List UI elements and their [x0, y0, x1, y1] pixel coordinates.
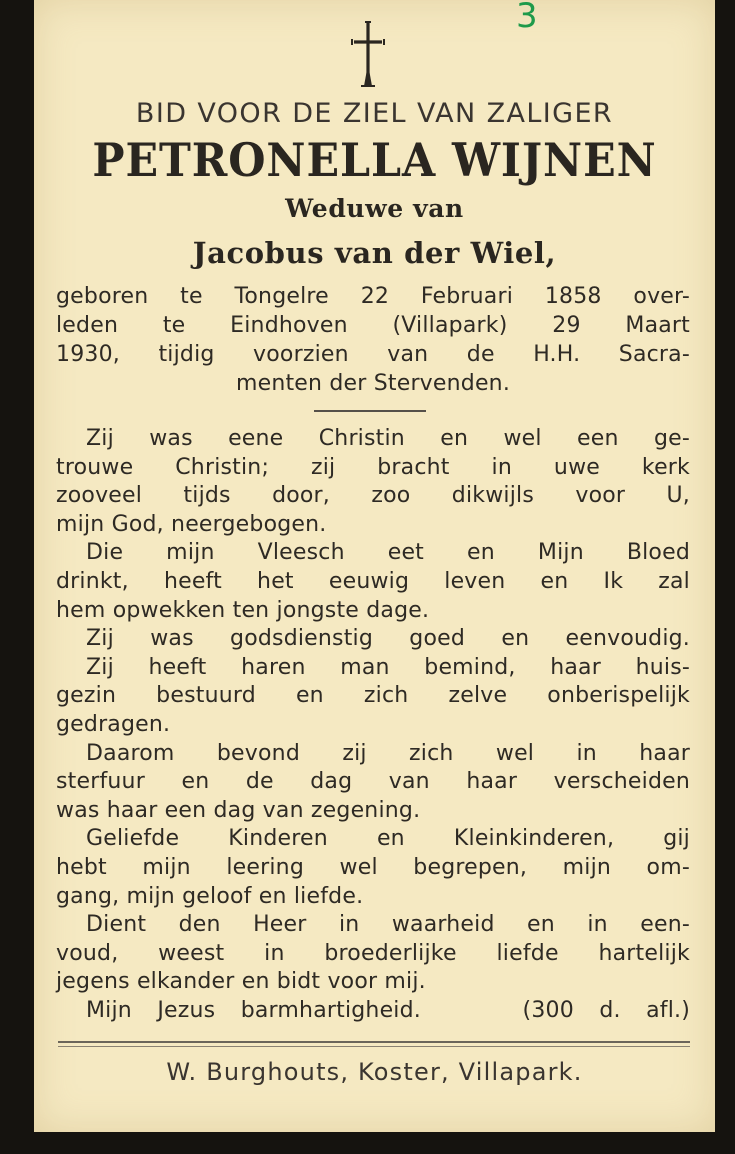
text-line: Mijn Jezus barmhartigheid. (300 d. afl.) — [86, 997, 690, 1023]
text-line: jegens elkander en bidt voor mij. — [56, 969, 426, 995]
widow-of-line: Weduwe van — [285, 194, 464, 223]
bio-line: geboren te Tongelre 22 Februari 1858 over- — [56, 284, 690, 309]
cross-icon — [343, 20, 393, 90]
footer-divider — [58, 1041, 690, 1047]
intro-line: BID VOOR DE ZIEL VAN ZALIGER — [135, 98, 614, 129]
text-line: sterfuur en de dag van haar verscheiden — [56, 769, 690, 795]
text-line: Zij was godsdienstig goed en eenvoudig. — [86, 626, 690, 652]
text-line: Die mijn Vleesch eet en Mijn Bloed — [86, 540, 690, 566]
bio-line: leden te Eindhoven (Villapark) 29 Maart — [56, 313, 690, 338]
biography — [56, 282, 690, 398]
text-line: hem opwekken ten jongste dage. — [56, 597, 430, 623]
text-line: trouwe Christin; zij bracht in uwe kerk — [56, 454, 690, 480]
text-line: Geliefde Kinderen en Kleinkinderen, gij — [86, 826, 690, 852]
bio-line: 1930, tijdig voorzien van de H.H. Sacra- — [56, 342, 690, 367]
deceased-name: PETRONELLA WIJNEN — [92, 133, 657, 187]
text-line: gezin bestuurd en zich zelve onberispelijk — [56, 683, 690, 709]
printer-credit: W. Burghouts, Koster, Villapark. — [166, 1058, 583, 1086]
handwritten-number: 3 — [516, 0, 538, 36]
text-line: hebt mijn leering wel begrepen, mijn om- — [56, 854, 690, 880]
bio-line: menten der Stervenden. — [235, 371, 511, 396]
memorial-card — [34, 0, 715, 1132]
divider — [314, 410, 426, 412]
text-line: zooveel tijds door, zoo dikwijls voor U, — [56, 483, 690, 509]
text-line: drinkt, heeft het eeuwig leven en Ik zal — [56, 568, 690, 594]
prayer-text — [56, 425, 690, 1025]
text-line: Zij was eene Christin en wel een ge- — [86, 426, 690, 451]
text-line: Daarom bevond zij zich wel in haar — [86, 740, 690, 766]
text-line: voud, weest in broederlijke liefde hartelijk — [56, 940, 690, 966]
husband-name: Jacobus van der Wiel, — [192, 236, 557, 270]
text-line: gang, mijn geloof en liefde. — [56, 883, 364, 909]
text-line: was haar een dag van zegening. — [56, 797, 421, 823]
text-line: mijn God, neergebogen. — [56, 511, 327, 537]
text-line: gedragen. — [56, 711, 171, 737]
text-line: Dient den Heer in waarheid en in een- — [86, 912, 690, 938]
text-line: Zij heeft haren man bemind, haar huis- — [86, 654, 690, 680]
